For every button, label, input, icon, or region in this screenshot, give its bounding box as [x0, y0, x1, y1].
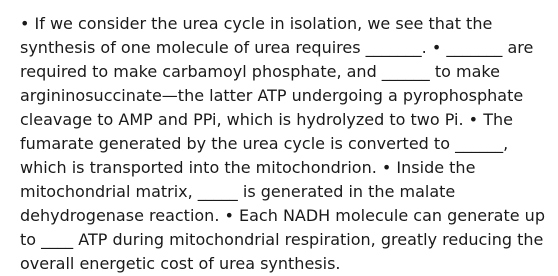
text-line: dehydrogenase reaction. • Each NADH molecule can generate up: [20, 206, 545, 225]
text-line: to ____ ATP during mitochondrial respiration, greatly reducing the: [20, 230, 544, 249]
text-line: overall energetic cost of urea synthesis.: [20, 254, 341, 273]
text-line: required to make carbamoyl phosphate, and ______ to make: [20, 62, 500, 81]
text-line: argininosuccinate—the latter ATP undergoing a pyrophosphate: [20, 86, 524, 105]
text-line: which is transported into the mitochondrion. • Inside the: [20, 158, 476, 177]
text-line: fumarate generated by the urea cycle is converted to ______,: [20, 134, 509, 153]
text-line: cleavage to AMP and PPi, which is hydrolyzed to two Pi. • The: [20, 110, 513, 129]
text-line: • If we consider the urea cycle in isolation, we see that the: [20, 14, 493, 33]
text-line: mitochondrial matrix, _____ is generated in the malate: [20, 182, 456, 201]
text-line: synthesis of one molecule of urea requires _______. • _______ are: [20, 38, 534, 57]
